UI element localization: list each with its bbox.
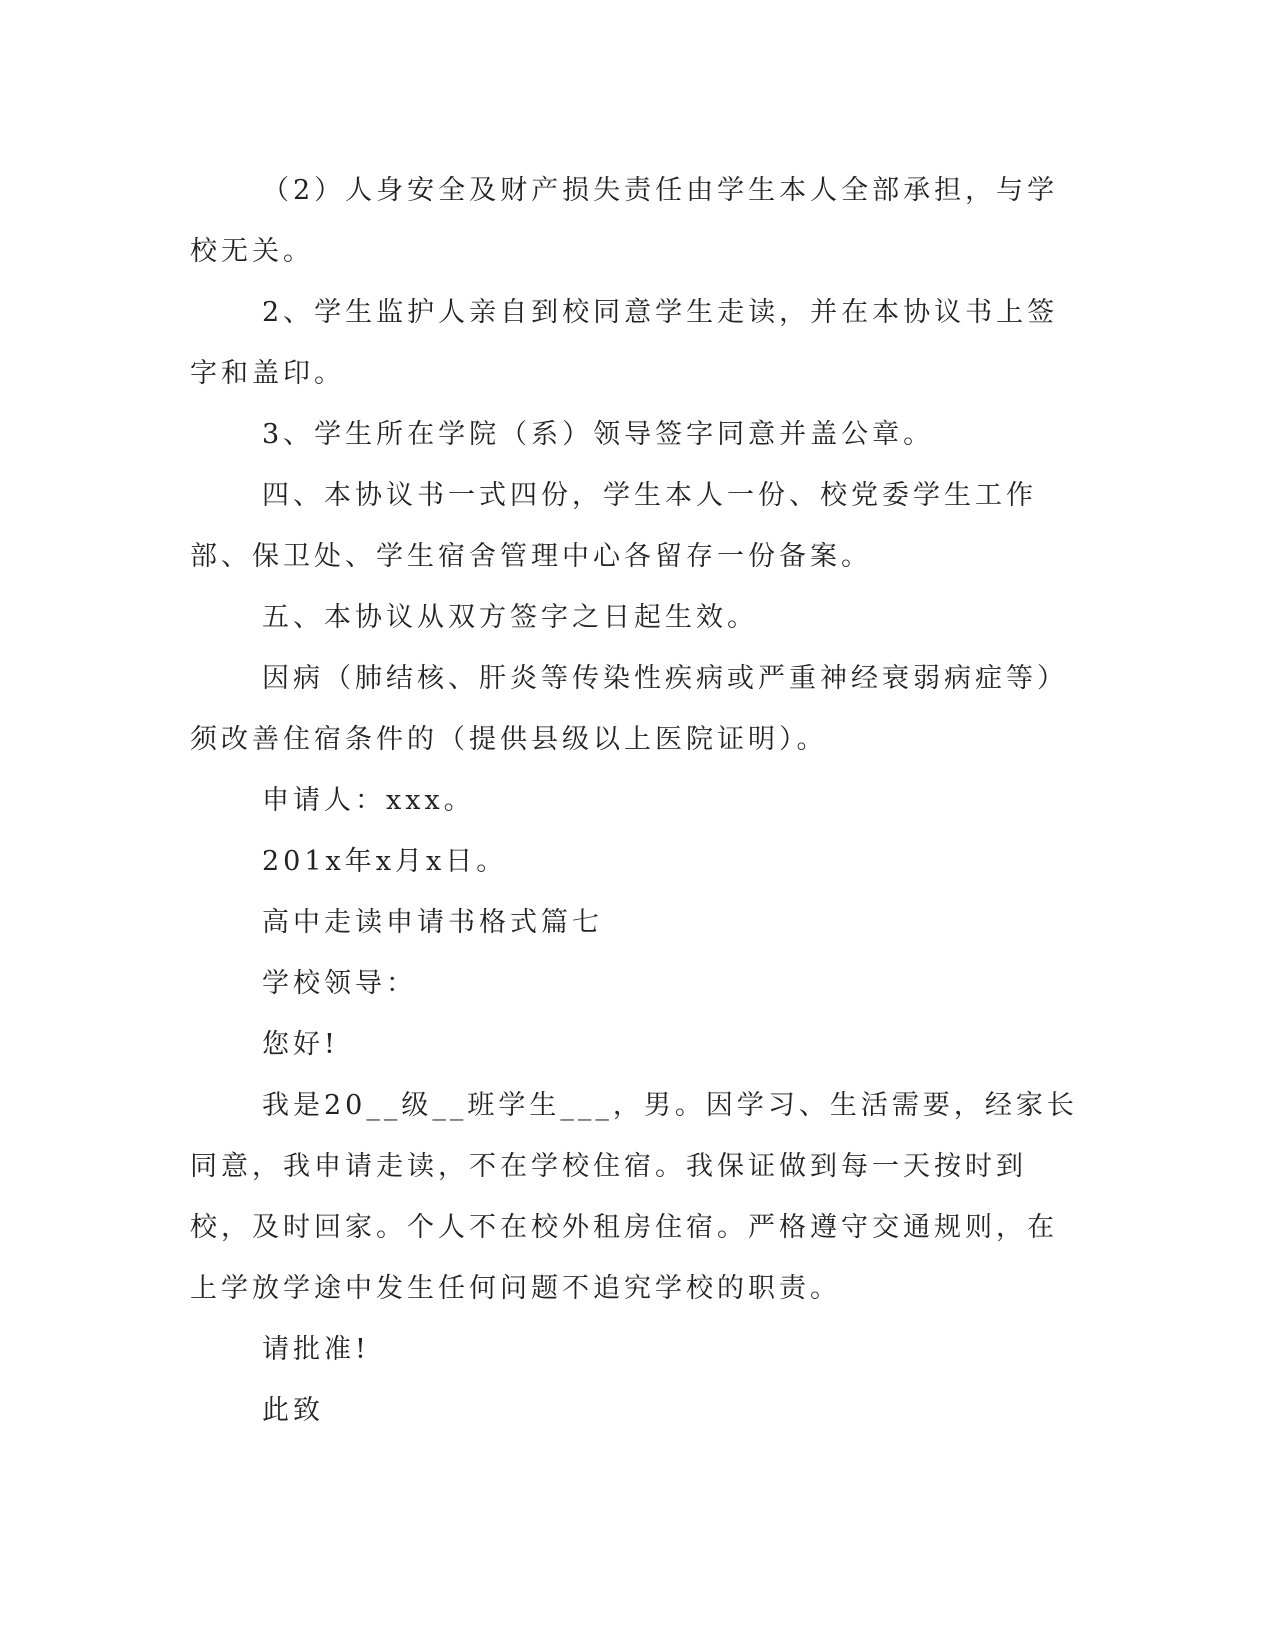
- paragraph-college-approval: 3、学生所在学院（系）领导签字同意并盖公章。: [262, 419, 935, 450]
- paragraph-effective: 五、本协议从双方签字之日起生效。: [262, 602, 758, 633]
- request-approval: 请批准!: [262, 1334, 370, 1365]
- salutation: 学校领导：: [262, 968, 417, 999]
- date-line: 201x年x月x日。: [262, 846, 508, 877]
- paragraph-guardian-consent: 2、学生监护人亲自到校同意学生走读，并在本协议书上签字和盖印。: [190, 297, 1059, 389]
- paragraph-application-body: 我是20__级__班学生___，男。因学习、生活需要，经家长同意，我申请走读，不在学校住宿。我保证做到每一天按时到校，及时回家。个人不在校外租房住宿。严格遵守交通规则，在上学放学途中发生任何问题不追究学校的职责。: [190, 1090, 1078, 1304]
- paragraph-liability: （2）人身安全及财产损失责任由学生本人全部承担，与学校无关。: [190, 175, 1059, 267]
- document-body: [190, 160, 1080, 1441]
- paragraph-illness: 因病（肺结核、肝炎等传染性疾病或严重神经衰弱病症等）须改善住宿条件的（提供县级以上医院证明）。: [190, 663, 1068, 755]
- closing: 此致: [262, 1395, 324, 1426]
- greeting: 您好!: [262, 1029, 339, 1060]
- section-title: 高中走读申请书格式篇七: [262, 907, 603, 938]
- applicant-line: 申请人：xxx。: [262, 785, 475, 816]
- paragraph-copies: 四、本协议书一式四份，学生本人一份、校党委学生工作部、保卫处、学生宿舍管理中心各留存一份备案。: [190, 480, 1037, 572]
